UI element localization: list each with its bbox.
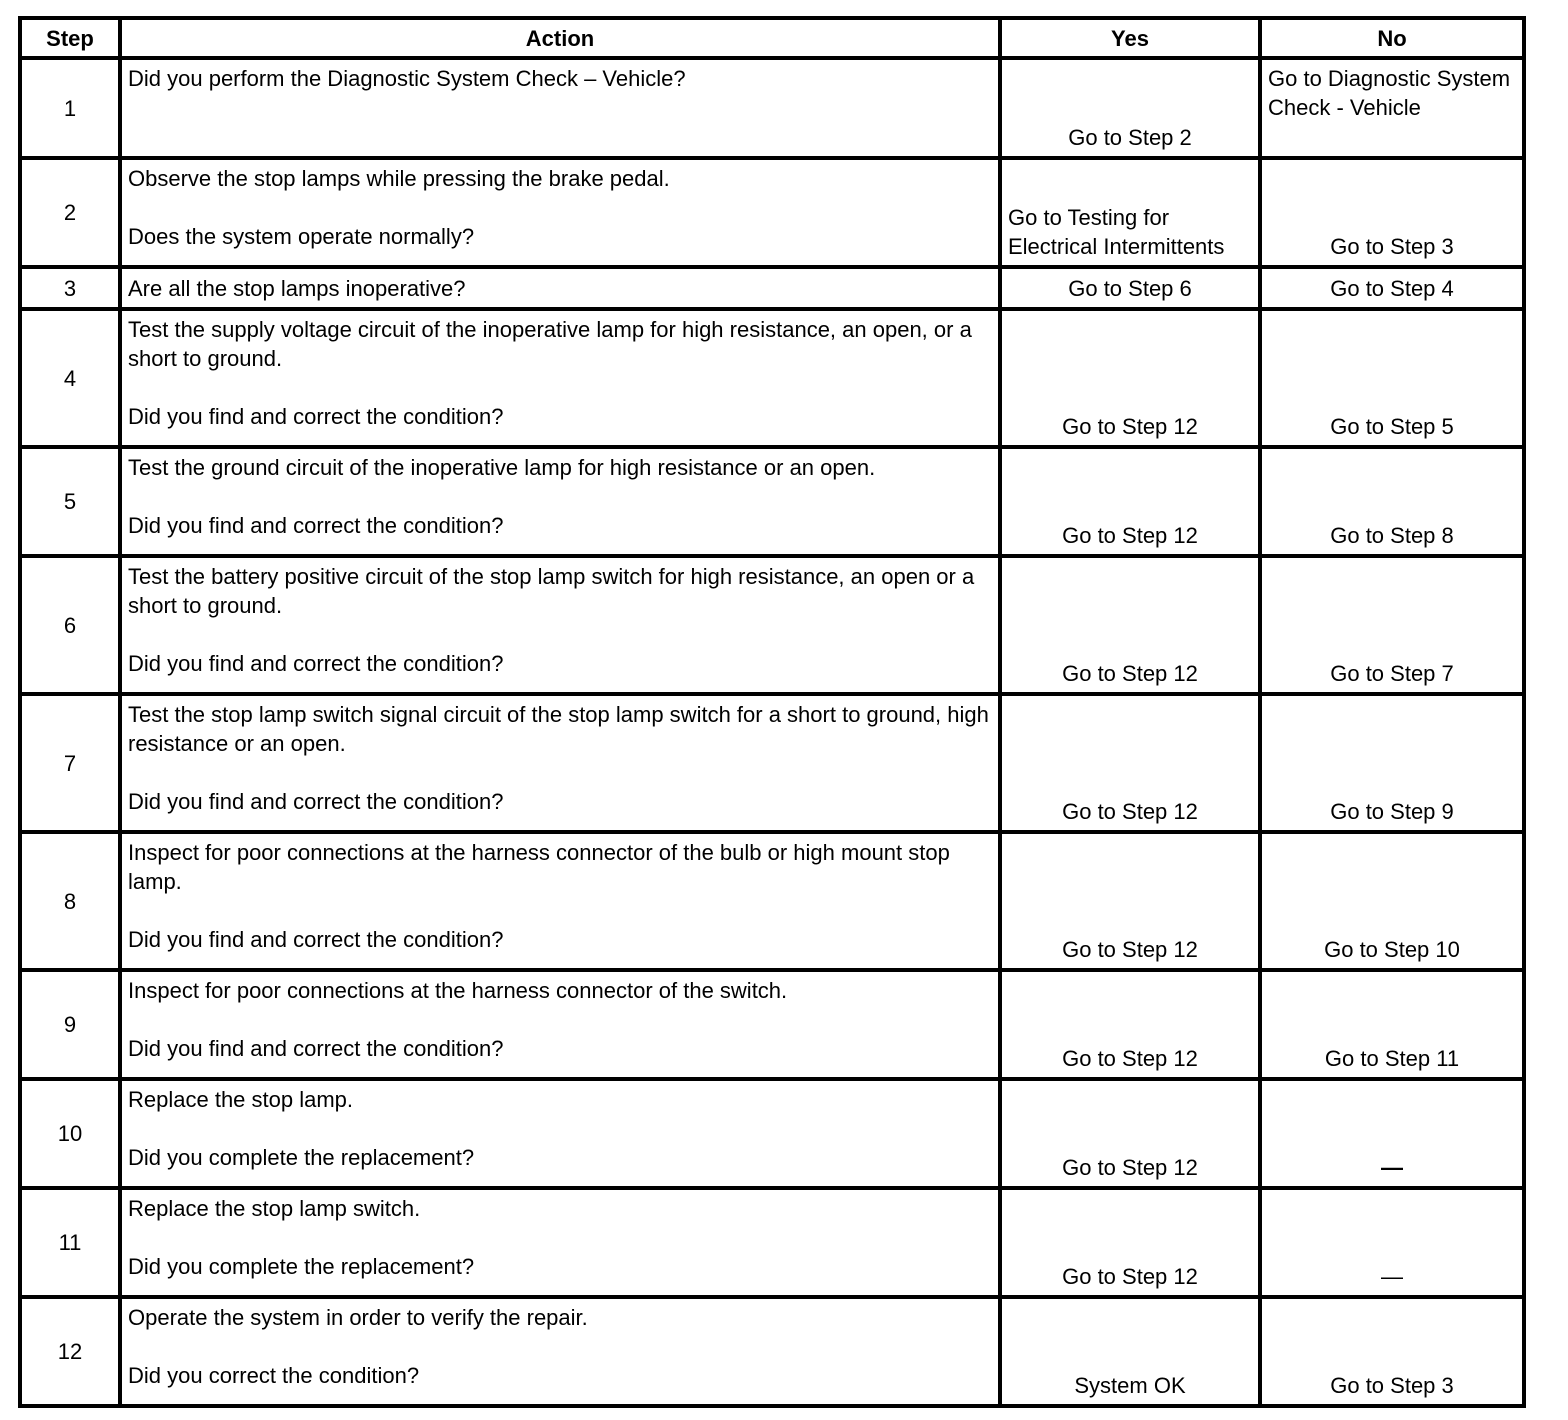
action-cell xyxy=(120,694,1000,832)
action-cell xyxy=(120,556,1000,694)
yes-cell: Go to Testing for Electrical Intermittents xyxy=(1000,158,1260,267)
step-number: 8 xyxy=(20,832,120,970)
action-question: Did you find and correct the condition? xyxy=(128,651,504,676)
yes-cell: Go to Step 12 xyxy=(1000,556,1260,694)
yes-cell: System OK xyxy=(1000,1297,1260,1406)
action-text: Inspect for poor connections at the harness connector of the switch. xyxy=(128,978,788,1003)
spacer xyxy=(128,482,992,511)
yes-cell: Go to Step 2 xyxy=(1000,58,1260,158)
action-cell xyxy=(120,970,1000,1079)
header-action: Action xyxy=(120,18,1000,58)
table-row xyxy=(20,556,1524,694)
no-cell: Go to Step 9 xyxy=(1260,694,1524,832)
action-text: Test the supply voltage circuit of the inoperative lamp for high resistance, an open, or a short to ground. xyxy=(128,317,972,371)
yes-cell: Go to Step 12 xyxy=(1000,447,1260,556)
action-cell xyxy=(120,832,1000,970)
no-cell: Go to Step 7 xyxy=(1260,556,1524,694)
table-row xyxy=(20,309,1524,447)
action-text: Inspect for poor connections at the harness connector of the bulb or high mount stop lamp. xyxy=(128,840,950,894)
action-cell xyxy=(120,447,1000,556)
spacer xyxy=(128,1005,992,1034)
step-number: 7 xyxy=(20,694,120,832)
table-row xyxy=(20,970,1524,1079)
table-row xyxy=(20,832,1524,970)
table-row xyxy=(20,1188,1524,1297)
spacer xyxy=(128,1223,992,1252)
action-question: Did you find and correct the condition? xyxy=(128,513,504,538)
action-text: Observe the stop lamps while pressing the brake pedal. xyxy=(128,166,670,191)
action-cell xyxy=(120,158,1000,267)
action-text: Replace the stop lamp. xyxy=(128,1087,354,1112)
no-cell: Go to Step 8 xyxy=(1260,447,1524,556)
spacer xyxy=(128,193,992,222)
table-row xyxy=(20,158,1524,267)
no-cell: Go to Step 3 xyxy=(1260,158,1524,267)
action-cell xyxy=(120,1297,1000,1406)
diagnostic-table xyxy=(18,16,1526,1408)
action-text: Test the stop lamp switch signal circuit of the stop lamp switch for a short to ground, high resistance or an open. xyxy=(128,702,989,756)
table-row xyxy=(20,58,1524,158)
action-text: Did you perform the Diagnostic System Check – Vehicle? xyxy=(128,66,686,91)
yes-cell: Go to Step 12 xyxy=(1000,970,1260,1079)
header-yes: Yes xyxy=(1000,18,1260,58)
no-cell: Go to Step 5 xyxy=(1260,309,1524,447)
action-question: Did you complete the replacement? xyxy=(128,1145,475,1170)
no-cell: Go to Step 4 xyxy=(1260,267,1524,309)
yes-cell: Go to Step 12 xyxy=(1000,694,1260,832)
table-row xyxy=(20,447,1524,556)
header-row xyxy=(20,18,1524,58)
action-cell xyxy=(120,58,1000,158)
header-no: No xyxy=(1260,18,1524,58)
table-row xyxy=(20,1079,1524,1188)
action-text: Replace the stop lamp switch. xyxy=(128,1196,421,1221)
action-question: Did you find and correct the condition? xyxy=(128,789,504,814)
spacer xyxy=(128,1332,992,1361)
no-cell: Go to Step 10 xyxy=(1260,832,1524,970)
no-cell: — xyxy=(1260,1079,1524,1188)
yes-cell: Go to Step 12 xyxy=(1000,309,1260,447)
step-number: 11 xyxy=(20,1188,120,1297)
action-question: Did you correct the condition? xyxy=(128,1363,420,1388)
step-number: 12 xyxy=(20,1297,120,1406)
yes-cell: Go to Step 6 xyxy=(1000,267,1260,309)
no-cell: Go to Step 11 xyxy=(1260,970,1524,1079)
action-question: Does the system operate normally? xyxy=(128,224,475,249)
step-number: 9 xyxy=(20,970,120,1079)
step-number: 5 xyxy=(20,447,120,556)
action-cell xyxy=(120,309,1000,447)
step-number: 2 xyxy=(20,158,120,267)
spacer xyxy=(128,758,992,787)
step-number: 3 xyxy=(20,267,120,309)
no-cell: — xyxy=(1260,1188,1524,1297)
action-text: Test the battery positive circuit of the stop lamp switch for high resistance, an open or a short to ground. xyxy=(128,564,975,618)
action-question: Did you find and correct the condition? xyxy=(128,1036,504,1061)
table-row xyxy=(20,694,1524,832)
action-question: Did you find and correct the condition? xyxy=(128,927,504,952)
spacer xyxy=(128,1114,992,1143)
step-number: 4 xyxy=(20,309,120,447)
action-text: Test the ground circuit of the inoperative lamp for high resistance or an open. xyxy=(128,455,876,480)
action-cell xyxy=(120,1188,1000,1297)
no-cell: Go to Step 3 xyxy=(1260,1297,1524,1406)
action-question: Did you complete the replacement? xyxy=(128,1254,475,1279)
step-number: 10 xyxy=(20,1079,120,1188)
action-cell xyxy=(120,267,1000,309)
table-row xyxy=(20,267,1524,309)
action-question: Did you find and correct the condition? xyxy=(128,404,504,429)
action-text: Operate the system in order to verify the repair. xyxy=(128,1305,588,1330)
step-number: 6 xyxy=(20,556,120,694)
spacer xyxy=(128,373,992,402)
spacer xyxy=(128,620,992,649)
spacer xyxy=(128,896,992,925)
yes-cell: Go to Step 12 xyxy=(1000,832,1260,970)
action-text: Are all the stop lamps inoperative? xyxy=(128,275,466,301)
yes-cell: Go to Step 12 xyxy=(1000,1079,1260,1188)
action-cell xyxy=(120,1079,1000,1188)
step-number: 1 xyxy=(20,58,120,158)
no-cell: Go to Diagnostic System Check - Vehicle xyxy=(1260,58,1524,158)
yes-cell: Go to Step 12 xyxy=(1000,1188,1260,1297)
header-step: Step xyxy=(20,18,120,58)
table-row xyxy=(20,1297,1524,1406)
